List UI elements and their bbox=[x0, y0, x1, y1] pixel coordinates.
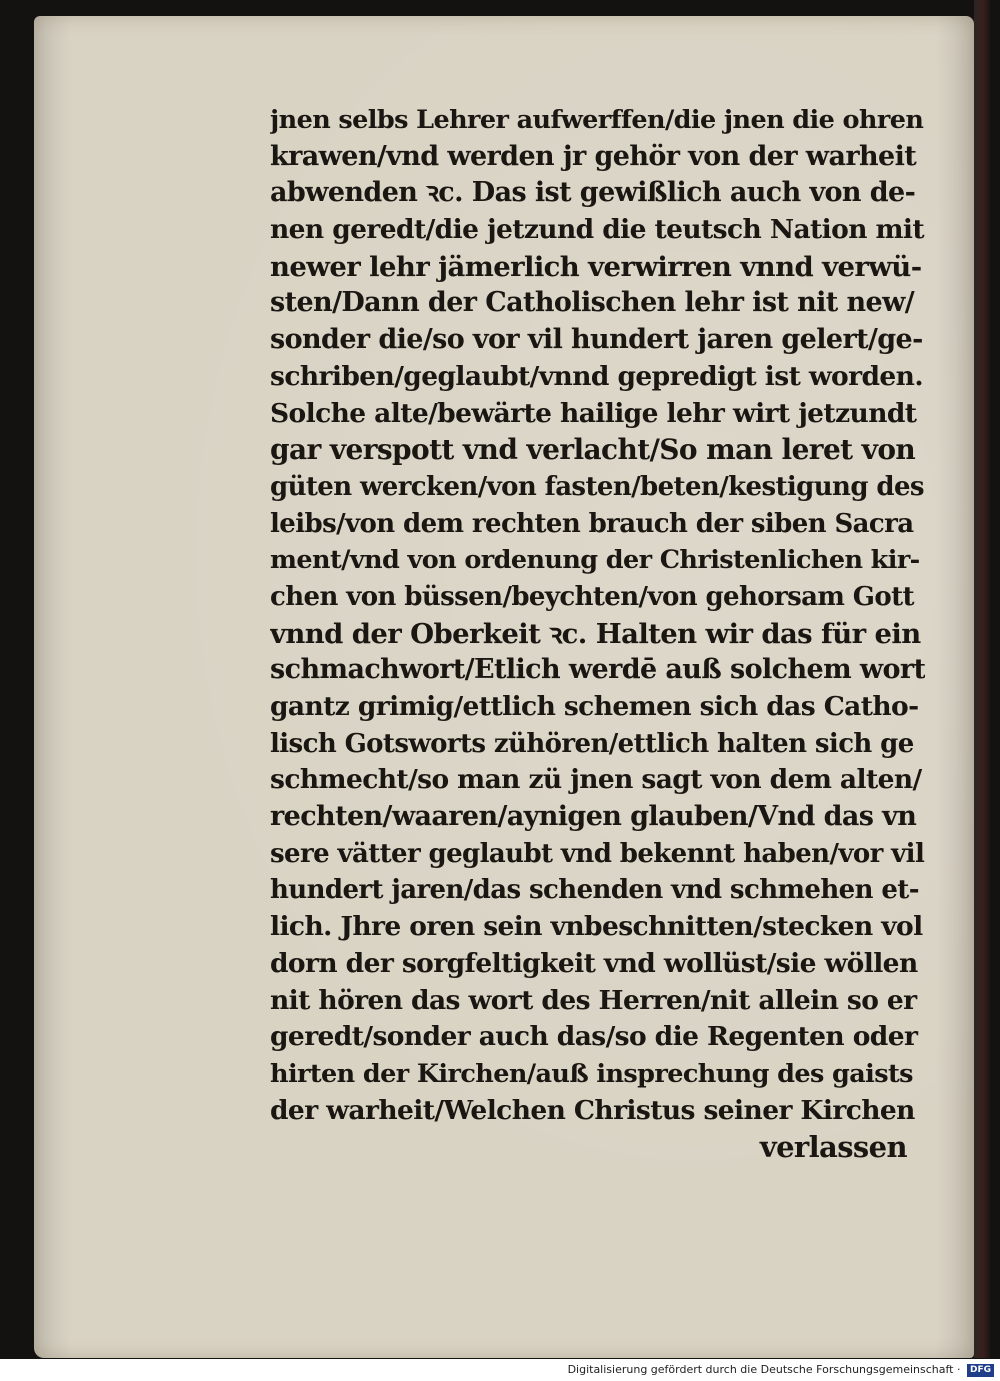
text-line: leibs/von dem rechten brauch der siben Sacra bbox=[270, 508, 914, 539]
text-line: hundert jaren/das schenden vnd schmehen et- bbox=[270, 875, 919, 906]
text-line: hirten der Kirchen/auß insprechung des gaists bbox=[270, 1058, 913, 1089]
text-line: sten/Dann der Catholischen lehr ist nit new/ bbox=[270, 287, 914, 319]
page-edge bbox=[974, 0, 990, 1358]
text-line: nen geredt/die jetzund die teutsch Nation mit bbox=[270, 214, 925, 246]
text-line: güten wercken/von fasten/beten/kestigung des bbox=[270, 471, 924, 502]
text-line: schmecht/so man zü jnen sagt von dem alten/ bbox=[270, 764, 922, 796]
text-line: krawen/vnd werden jr gehör von der warheit bbox=[270, 140, 917, 172]
text-line: newer lehr jämerlich verwirren vnnd verwü- bbox=[270, 250, 922, 283]
catchword: verlassen bbox=[759, 1130, 907, 1165]
text-line: Solche alte/bewärte hailige lehr wirt jetzundt bbox=[270, 397, 917, 429]
text-line: ment/vnd von ordenung der Christenlichen kir- bbox=[270, 545, 920, 576]
dfg-logo: DFG bbox=[967, 1364, 994, 1377]
text-line: der warheit/Welchen Christus seiner Kirchen bbox=[270, 1094, 915, 1126]
text-line: rechten/waaren/aynigen glauben/Vnd das vn bbox=[270, 801, 917, 833]
text-line: schriben/geglaubt/vnnd gepredigt ist worden. bbox=[270, 360, 923, 392]
text-line: dorn der sorgfeltigkeit vnd wollüst/sie wöllen bbox=[270, 947, 918, 979]
text-line: nit hören das wort des Herren/nit allein so er bbox=[270, 984, 917, 1016]
text-line: gantz grimig/ettlich schemen sich das Catho- bbox=[270, 691, 919, 722]
text-line: geredt/sonder auch das/so die Regenten oder bbox=[270, 1021, 918, 1053]
text-line: gar verspott vnd verlacht/So man leret von bbox=[270, 433, 916, 467]
text-line: abwenden ꝛc. Das ist gewißlich auch von de- bbox=[270, 177, 916, 209]
text-line: sonder die/so vor vil hundert jaren gelert/ge- bbox=[270, 324, 923, 356]
footer-credit: Digitalisierung gefördert durch die Deutsche Forschungsgemeinschaft · bbox=[567, 1363, 961, 1376]
page-text bbox=[270, 102, 925, 1166]
digitization-footer bbox=[0, 1359, 1000, 1381]
text-line: chen von büssen/beychten/von gehorsam Gott bbox=[270, 581, 914, 612]
text-line: lisch Gotsworts zühören/ettlich halten sich ge bbox=[270, 728, 914, 759]
text-line: jnen selbs Lehrer aufwerffen/die jnen die ohren bbox=[270, 105, 924, 135]
text-line: sere vätter geglaubt vnd bekennt haben/vor vil bbox=[270, 838, 925, 869]
text-line: schmachwort/Etlich werdē auß solchem wort bbox=[270, 654, 925, 686]
text-line: vnnd der Oberkeit ꝛc. Halten wir das für ein bbox=[270, 617, 921, 650]
text-line: lich. Jhre oren sein vnbeschnitten/stecken vol bbox=[270, 911, 923, 943]
